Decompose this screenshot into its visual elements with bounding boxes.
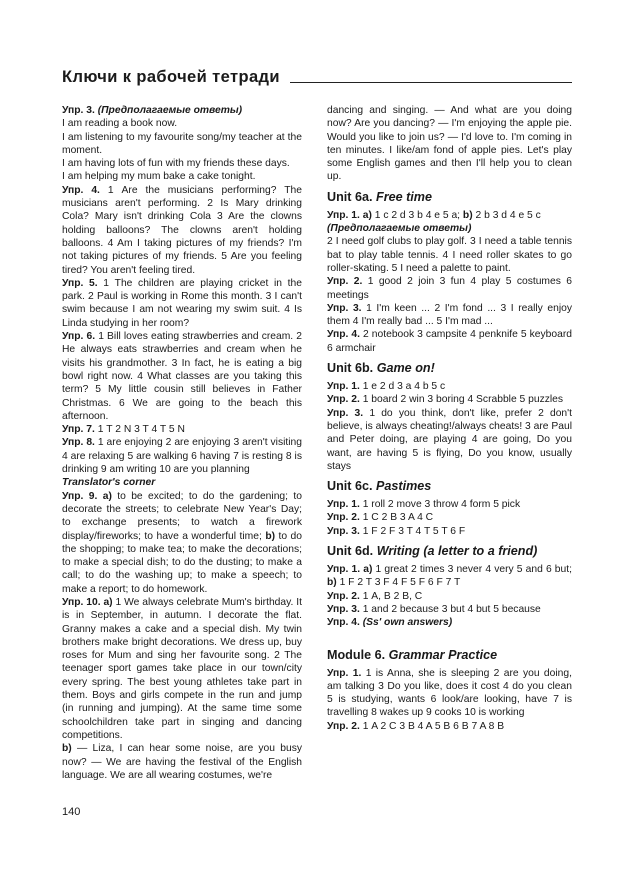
exercise-1: Упр. 1. 1 roll 2 move 3 throw 4 form 5 pick [327,499,521,511]
page-number: 140 [62,806,81,818]
translator-corner-heading: Translator's corner [62,477,156,489]
exercise-2: Упр. 2. 1 A, B 2 B, C [327,590,423,602]
module-6-heading: Module 6. Grammar Practice [327,647,498,662]
exercise-answer: — Liza, I can hear some noise, are you busy now? — We are having the festival of the English language. We are all wearing costumes, we're [62,743,302,781]
page-title: Ключи к рабочей тетради [62,68,280,86]
unit-6a-heading: Unit 6a. Free time [327,189,432,204]
exercise-3 [62,104,302,117]
exercise-5 [62,277,302,330]
exercise-4: Упр. 4. 2 notebook 3 campsite 4 penknife 5 keyboard 6 armchair [327,329,572,354]
exercise-10b: b) — Liza, I can hear some noise, are you busy now? — We are having the festival of the English language. We are all wearing costumes, we're [62,743,302,781]
exercise-1: Упр. 1. 1 is Anna, she is sleeping 2 are you doing, am talking 3 Do you like, does it cost 4 do you clean 5 is studying, wants 6 look/are looking, have 7 is travelling 8 wakes up 9 cooks 10 is working [327,667,572,719]
exercise-8 [62,436,302,476]
exercise-answer: 1 The children are playing cricket in the park. 2 Paul is working in Rome this month. 3 I can't swim because I am not wearing my swim suit. 4 Is Linda studying in her room? [62,277,302,329]
exercise-label: Упр. 4. [62,184,100,196]
exercise-label: Упр. 3. [62,105,95,116]
exercise-4 [62,184,302,277]
exercise-answer: 1 T 2 N 3 T 4 T 5 N [97,424,185,436]
exercise-2: Упр. 2. 1 C 2 B 3 A 4 C [327,512,434,524]
exercise-1: Упр. 1. a) 1 great 2 times 3 never 4 very 5 and 6 but; b) 1 F 2 T 3 F 4 F 5 F 6 F 7 T [327,564,572,589]
exercise-4: Упр. 4. (Ss' own answers) [327,617,453,629]
exercise-3: Упр. 3. 1 I'm keen ... 2 I'm fond ... 3 I really enjoy them 4 I'm really bad ... 5 I'm mad ... [327,302,572,328]
right-column [327,104,572,733]
exercise-answer: to be excited; to do the gardening; to decorate the streets; to celebrate New Year's Day; to exchange presents; to watch a firework display/fireworks; to have a wonderful time; [62,490,302,542]
left-column [62,104,302,782]
exercise-label: Упр. 10. [62,596,101,608]
exercise-2: Упр. 2. 1 board 2 win 3 boring 4 Scrabble 5 puzzles [327,394,564,406]
exercise-label: Упр. 6. [62,331,96,343]
answer-line: I am reading a book now. [62,118,178,130]
exercise-2: Упр. 2. 1 good 2 join 3 fun 4 play 5 costumes 6 meetings [327,276,572,301]
exercise-6 [62,330,302,423]
header-rule [290,82,572,83]
exercise-label: Упр. 7. [62,424,95,436]
page-header [62,62,572,86]
exercise-answer: 1 Bill loves eating strawberries and cream. 2 He always eats strawberries and cream when he visits his grandmother. 3 In fact, he is eating a big bowl right now. 4 What classes are you taking this term? 5 My little cousin still believes in Father Christmas. 6 We are going to the beach this afternoon. [62,331,302,422]
unit-6c-heading: Unit 6c. Pastimes [327,479,432,494]
exercise-1: Упр. 1. 1 e 2 d 3 a 4 b 5 c [327,381,446,393]
exercise-answer: 2 I need golf clubs to play golf. 3 I need a table tennis bat to play table tennis. 4 I need roller skates to go roller-skating. 5 I need a palette to paint. [327,236,572,274]
unit-6b-heading: Unit 6b. Game on! [327,361,435,376]
exercise-1: Упр. 1. a) 1 c 2 d 3 b 4 e 5 a; b) 2 b 3 d 4 e 5 c [327,209,541,221]
exercise-answer: 1 Are the musicians performing? The musicians aren't performing. 2 Is Mary drinking Cola? Mary isn't drinking Cola 3 Are the clowns holding balloons? The clowns aren't holding balloons. 4 Am I taking pictures of my friends? I'm not taking pictures of my friends. 5 Are you feeling tired? You aren't feeling tired. [62,184,302,276]
exercise-answer: to do the shopping; to make tea; to make the decorations; to make a special dish; to do the dusting; to make a call; to do the washing up; to make a speech; to make a report; to do homework. [62,530,302,595]
answer-line: I am listening to my favourite song/my teacher at the moment. [62,131,302,156]
exercise-9: Упр. 9. a) to be excited; to do the gardening; to decorate the streets; to celebrate New Year's Day; to exchange presents; to watch a firework display/fireworks; to have a wonderful time; b) to do the shopping; to make tea; to make the decorations; to make a special dish; to do the dusting; to make a call; to do the washing up; to make a speech; to make a report; to do homework. [62,490,302,595]
exercise-note: (Предполагаемые ответы) [97,105,243,116]
exercise-10: Упр. 10. a) 1 We always celebrate Mum's birthday. It is in September, in autumn. I decorate the flat. Granny makes a cake and a special dish. My twin brothers make bright decorations. We dress up, buy roses for Mum and sing her favourite song. 2 The teenager sport games take place in our town/city every spring. The best young athletes take part in them. Boys and girls compete in the run and jump (in running and jumping). At the same time some schoolchildren take part in singing and dancing competitions. [62,596,302,741]
exercise-2: Упр. 2. 1 A 2 C 3 B 4 A 5 B 6 B 7 A 8 B [327,720,505,732]
exercise-3: Упр. 3. 1 and 2 because 3 but 4 but 5 because [327,603,541,615]
unit-6d-heading: Unit 6d. Writing (a letter to a friend) [327,544,538,559]
exercise-3: Упр. 3. 1 do you think, don't like, prefer 2 don't believe, is always cheating!/always cheats! 3 are Paul and Peter doing, are playing 4 are going, Do you want, are having 5 is flying, Do you know, usually stays [327,407,572,472]
answer-line: I am helping my mum bake a cake tonight. [62,171,256,183]
answer-line: I am having lots of fun with my friends these days. [62,158,290,170]
exercise-answer: 1 are enjoying 2 are enjoying 3 aren't visiting 4 are relaxing 5 are walking 6 having 7 is resting 8 is drinking 9 am writing 10 are you planning [62,437,302,476]
exercise-answer: 1 We always celebrate Mum's birthday. It is in September, in autumn. I decorate the flat. Granny makes a cake and a special dish. My twin brothers make bright decorations. We dress up, buy roses for Mum and sing her favourite song. 2 The teenager sport games take place in our town/city every spring. The best young athletes take part in them. Boys and girls compete in the run and jump (in running and jumping). At the same time some schoolchildren take part in singing and dancing competitions. [62,596,302,741]
exercise-7 [62,423,302,436]
exercise-label: Упр. 8. [62,437,95,449]
continued-text: dancing and singing. — And what are you doing now? Are you dancing? — I'm enjoying the apple pie. Would you like to join us? — I'd love to. I'm coming in ten minutes. I like/am fond of apple pies. Let's play some English games and then I'll help you to clean up. [327,105,572,183]
exercise-3: Упр. 3. 1 F 2 F 3 T 4 T 5 T 6 F [327,525,466,537]
exercise-label: Упр. 5. [62,277,98,289]
exercise-note: (Предполагаемые ответы) [327,223,472,235]
exercise-label: Упр. 9. [62,490,98,502]
